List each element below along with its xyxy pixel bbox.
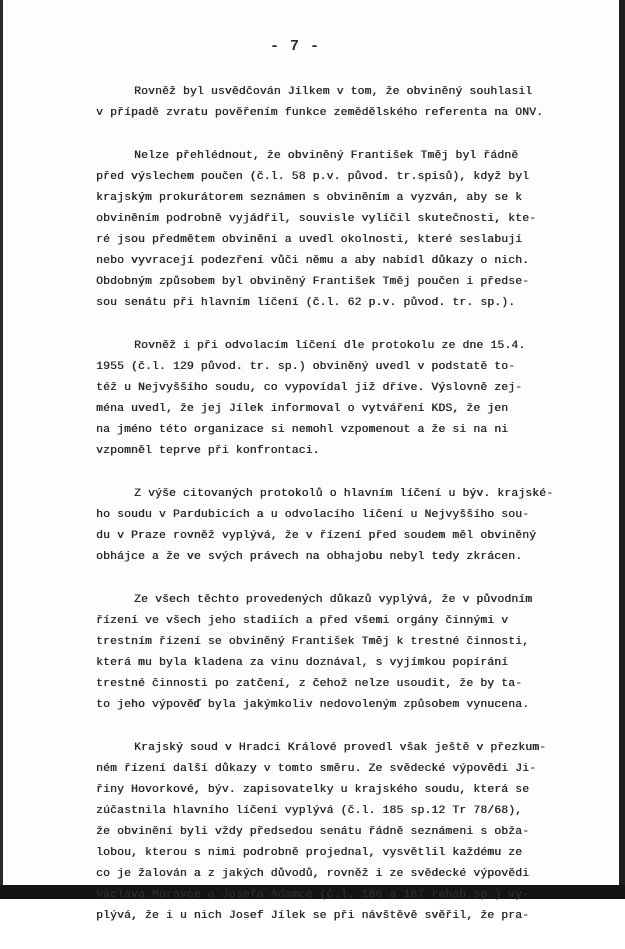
scan-edge-left bbox=[0, 0, 3, 899]
text-line: plývá, že i u nich Josef Jílek se při návštěvě svěřil, že pra- bbox=[96, 910, 530, 922]
text-line: Rovněž byl usvědčován Jílkem v tom, že obviněný souhlasil bbox=[134, 86, 533, 98]
text-line: Z výše citovaných protokolů o hlavním líčení u býv. krajské- bbox=[134, 488, 554, 500]
text-line: Obdobným způsobem byl obviněný František Tměj poučen i předse- bbox=[96, 276, 530, 288]
text-line: řízení ve všech jeho stadiích a před všemi orgány činnými v bbox=[96, 615, 509, 627]
text-line: Ze všech těchto provedených důkazů vyplývá, že v původním bbox=[134, 594, 533, 606]
text-line: též u Nejvyššího soudu, co vypovídal již dříve. Výslovně zej- bbox=[96, 382, 523, 394]
scan-edge-right bbox=[619, 0, 625, 899]
text-line: zúčastnila hlavního líčení vyplývá (č.l. 185 sp.12 Tr 78/68), bbox=[96, 805, 523, 817]
text-line: obhájce a že ve svých právech na obhajobu nebyl tedy zkrácen. bbox=[96, 551, 523, 563]
text-line: Nelze přehlédnout, že obviněný František Tměj byl řádně bbox=[134, 150, 519, 162]
text-line: na jméno této organizace si nemohl vzpomenout a že si na ni bbox=[96, 424, 509, 436]
text-line: ré jsou předmětem obvinění a uvedl okolnosti, které seslabují bbox=[96, 234, 523, 246]
text-line: vzpomněl teprve při konfrontaci. bbox=[96, 445, 320, 457]
text-line: v případě zvratu pověřením funkce zemědělského referenta na ONV. bbox=[96, 107, 544, 119]
text-line: trestním řízení se obviněný František Tměj k trestné činnosti, bbox=[96, 636, 530, 648]
text-line: sou senátu při hlavním líčení (č.l. 62 p.v. původ. tr. sp.). bbox=[96, 297, 516, 309]
text-line: ho soudu v Pardubicích a u odvolacího líčení u Nejvyššího sou- bbox=[96, 509, 530, 521]
text-line: du v Praze rovněž vyplývá, že v řízení před soudem měl obviněný bbox=[96, 530, 537, 542]
text-line: to jeho výpověď byla jakýmkoliv nedovoleným způsobem vynucena. bbox=[96, 699, 530, 711]
text-line: 1955 (č.l. 129 původ. tr. sp.) obviněný uvedl v podstatě to- bbox=[96, 361, 516, 373]
text-line: před výslechem poučen (č.l. 58 p.v. původ. tr.spisů), když byl bbox=[96, 171, 530, 183]
paragraph-5 bbox=[96, 590, 596, 716]
text-line: která mu byla kladena za vinu doznával, s vyjímkou popírání bbox=[96, 657, 509, 669]
text-line: trestné činnosti po zatčení, z čehož nelze usoudit, že by ta- bbox=[96, 678, 523, 690]
text-line: obviněním podrobně vyjádřil, souvisle vylíčil skutečnosti, kte- bbox=[96, 213, 537, 225]
text-line: ména uvedl, že jej Jílek informoval o vytváření KDS, že jen bbox=[96, 403, 509, 415]
text-line: Krajský soud v Hradci Králové provedl však ještě v přezkum- bbox=[134, 742, 547, 754]
text-line: lobou, kterou s nimi podrobně projednal, vysvětlil každému ze bbox=[96, 847, 523, 859]
paragraph-1 bbox=[96, 82, 596, 124]
text-line: řiny Hovorkové, býv. zapisovatelky u krajského soudu, která se bbox=[96, 784, 530, 796]
text-line: krajským prokurátorem seznámen s obviněním a vyzván, aby se k bbox=[96, 192, 523, 204]
text-line: Václava Moravce a Josefa Adamce (č.l. 186 a 187 rehab.sp.) vy- bbox=[96, 889, 530, 901]
paragraph-4 bbox=[96, 484, 596, 568]
paragraph-3 bbox=[96, 336, 596, 462]
text-line: co je žalován a z jakých důvodů, rovněž i ze svědecké výpovědi bbox=[96, 868, 530, 880]
paragraph-6 bbox=[96, 738, 596, 927]
document-body bbox=[96, 82, 596, 949]
text-line: ném řízení další důkazy v tomto směru. Ze svědecké výpovědi Ji- bbox=[96, 763, 537, 775]
text-line: že obvinění byli vždy předsedou senátu řádně seznámeni s obža- bbox=[96, 826, 530, 838]
page-number: - 7 - bbox=[269, 38, 320, 55]
text-line: nebo vyvracejí podezření vůči němu a aby nabídl důkazy o nich. bbox=[96, 255, 530, 267]
text-line: Rovněž i při odvolacím líčení dle protokolu ze dne 15.4. bbox=[134, 340, 526, 352]
paragraph-2 bbox=[96, 146, 596, 314]
